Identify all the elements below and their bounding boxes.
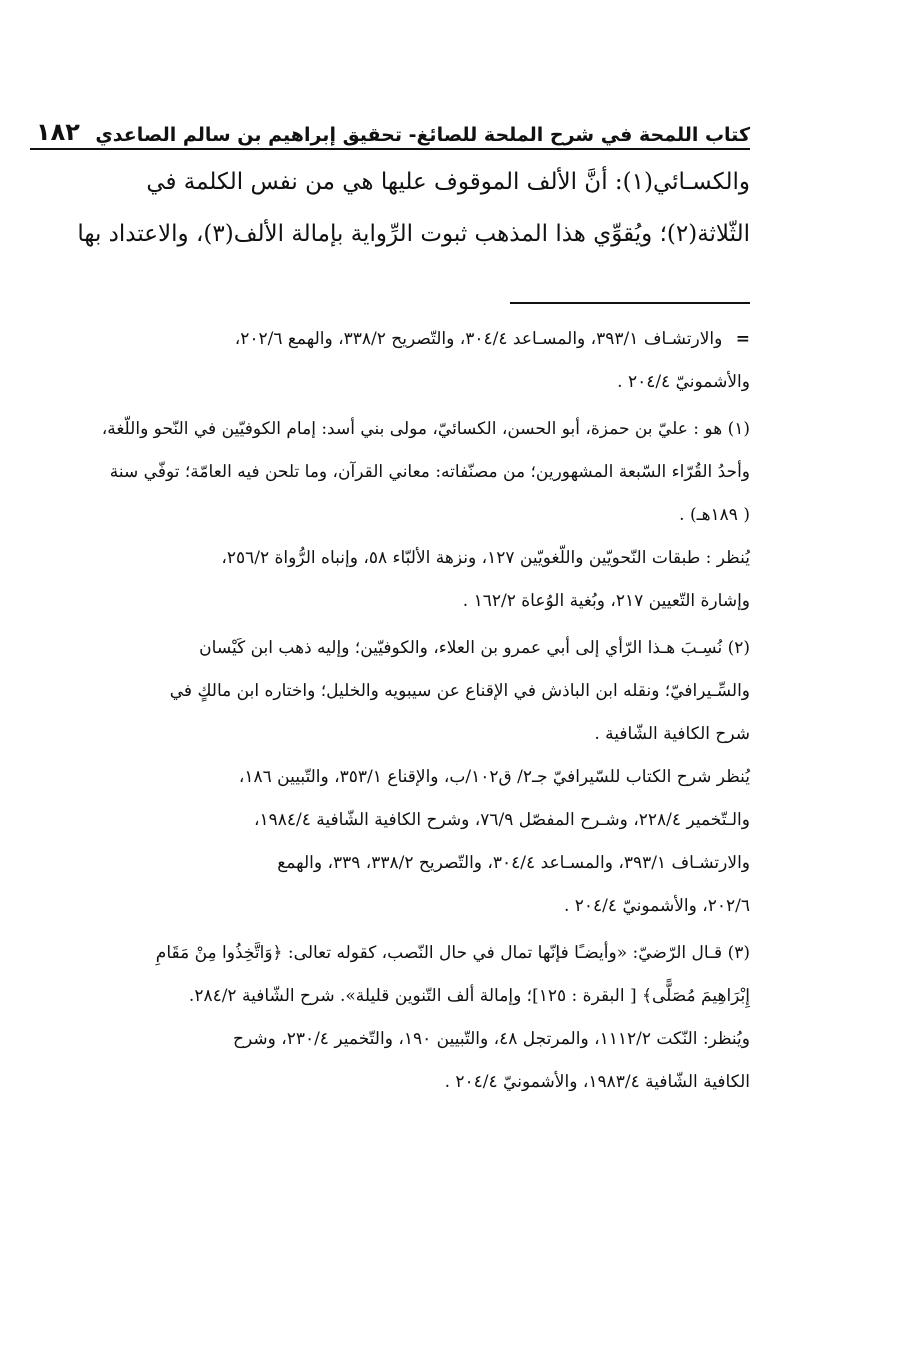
continuation-mark: =	[735, 329, 750, 349]
footnote-reference: يُنظر : طبقات النّحويّين واللّغويّين ١٢٧، ونزهة الألبّاء ٥٨، وإنباه الرُّواة ٢٥٦/٢،	[221, 548, 750, 568]
footnote-separator-wrap	[30, 260, 750, 318]
footnote-reference: والارتشـاف ٣٩٣/١، والمسـاعد ٣٠٤/٤، والتّصريح ٣٣٨/٢، ٣٣٩، والهمع	[277, 853, 750, 873]
footnote-continuation	[30, 318, 750, 404]
footnote-line: ( ١٨٩هـ) .	[679, 505, 750, 525]
running-header	[30, 110, 750, 150]
footnote-line: والسِّـيرافيّ؛ ونقله ابن الباذش في الإقناع عن سيبويه والخليل؛ واختاره ابن مالكٍ في	[169, 681, 750, 701]
footnote-separator	[510, 302, 750, 304]
footnote-line: (٣) قـال الرّضيّ: «وأيضـًا فإنّها تمال في حال النّصب، كقوله تعالى: ﴿وَاتَّخِذُوا مِنْ مَقَامِ	[155, 943, 750, 963]
footnote-line: إِبْرَاهِيمَ مُصَلًّى﴾ [ البقرة : ١٢٥]؛ وإمالة ألف التّنوين قليلة». شرح الشّافية ٢٨٤/٢.	[188, 986, 750, 1006]
footnote-line: (١) هو : عليّ بن حمزة، أبو الحسن، الكسائيّ، مولى بني أسد: إمام الكوفيّين في النّحو واللّغة،	[101, 419, 750, 439]
footnote-reference: وإشارة التّعيين ٢١٧، وبُغية الوُعاة ١٦٢/٢ .	[462, 591, 750, 611]
footnote-reference: الكافية الشّافية ١٩٨٣/٤، والأشمونيّ ٢٠٤/٤ .	[444, 1072, 750, 1092]
main-text-line: الثّلاثة(٢)؛ ويُقوِّي هذا المذهب ثبوت الرِّواية بإمالة الألف(٣)، والاعتداد بها	[77, 221, 750, 247]
page-number: ١٨٢	[36, 118, 80, 146]
book-page	[30, 110, 750, 1108]
footnote-reference: يُنظر شرح الكتاب للسّيرافيّ جـ٢/ ق١٠٢/ب، والإقناع ٣٥٣/١، والتّبيين ١٨٦،	[238, 767, 750, 787]
footnote-line: والأشمونيّ ٢٠٤/٤ .	[617, 372, 750, 392]
footnote-line: (٢) نُسِـبَ هـذا الرّأي إلى أبي عمرو بن العلاء، والكوفيّين؛ وإليه ذهب ابن كَيْسان	[199, 638, 750, 658]
footnote-line: شرح الكافية الشّافية .	[594, 724, 750, 744]
footnote-2	[30, 627, 750, 928]
footnote-reference: ويُنظر: النّكت ١١١٢/٢، والمرتجل ٤٨، والتّبيين ١٩٠، والتّخمير ٢٣٠/٤، وشرح	[232, 1029, 750, 1049]
footnote-line: والارتشـاف ٣٩٣/١، والمسـاعد ٣٠٤/٤، والتّصريح ٣٣٨/٢، والهمع ٢٠٢/٦،	[234, 329, 723, 349]
footnote-reference: ٢٠٢/٦، والأشمونيّ ٢٠٤/٤ .	[563, 896, 750, 916]
footnote-1	[30, 408, 750, 623]
header-title: كتاب اللمحة في شرح الملحة للصائغ- تحقيق إبراهيم بن سالم الصاعدي	[95, 124, 750, 146]
footnote-reference: والـتّخمير ٢٢٨/٤، وشـرح المفصّل ٧٦/٩، وشرح الكافية الشّافية ١٩٨٤/٤،	[253, 810, 750, 830]
footnotes	[30, 318, 750, 1104]
footnote-line: وأحدُ القُرّاء السّبعة المشهورين؛ من مصنّفاته: معاني القرآن، وما تلحن فيه العامّة؛ توفّي سنة	[109, 462, 750, 482]
footnote-3	[30, 932, 750, 1104]
main-text	[30, 156, 750, 260]
main-text-line: والكسـائي(١): أنَّ الألف الموقوف عليها هي من نفس الكلمة في	[146, 169, 750, 195]
